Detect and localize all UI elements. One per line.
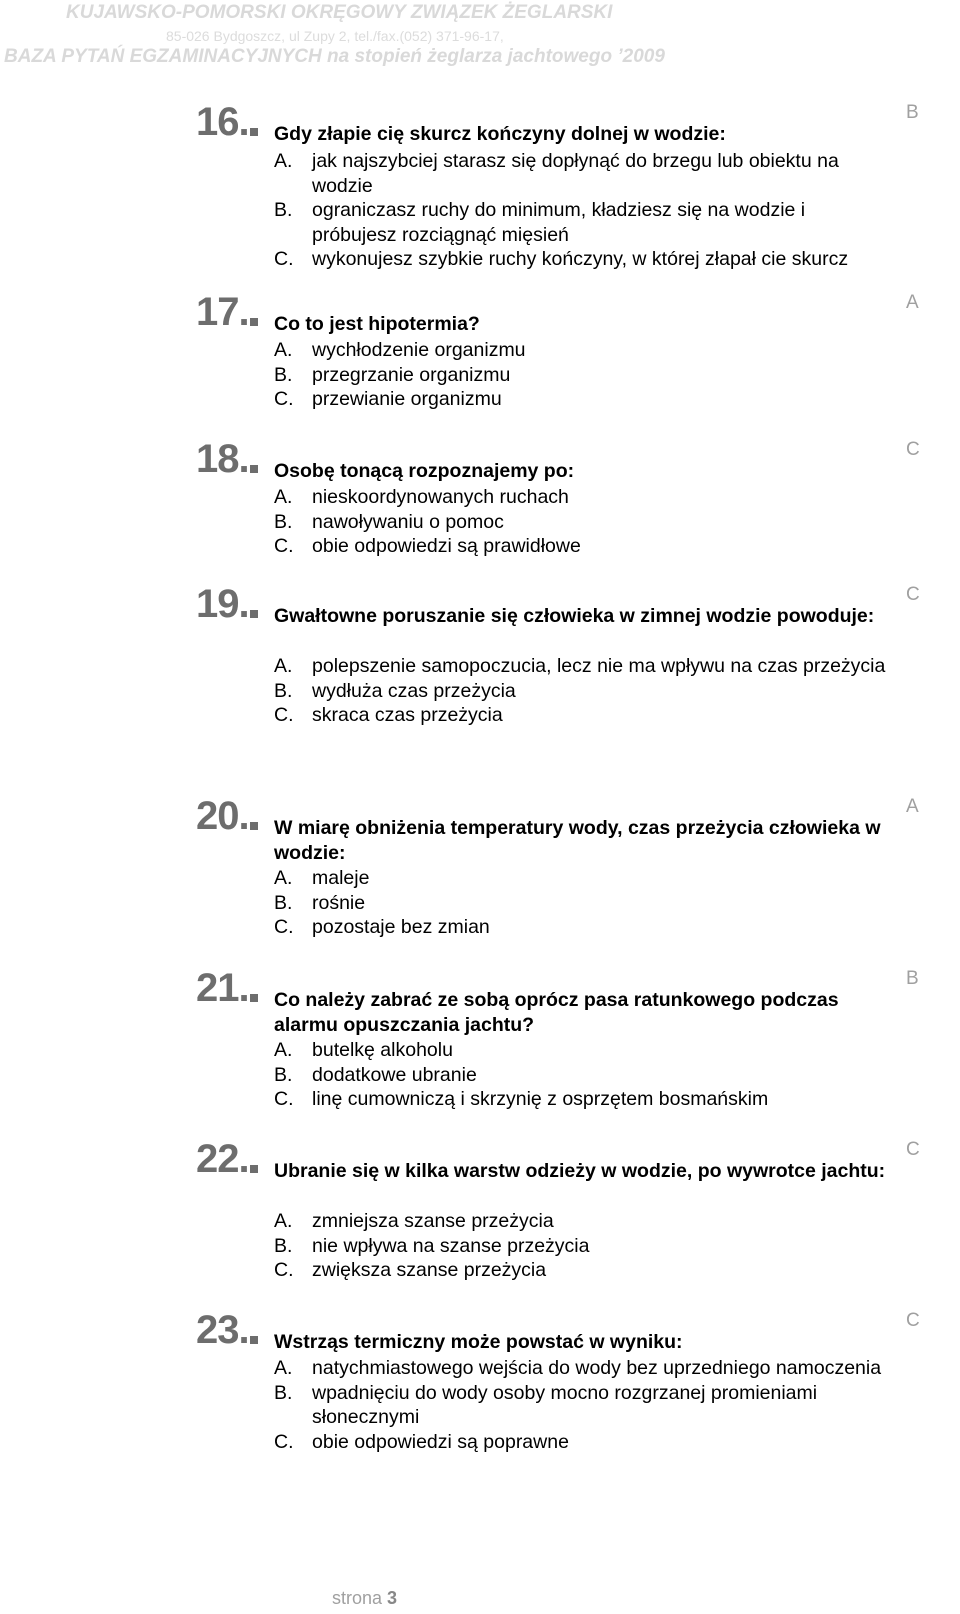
option-b (274, 1381, 894, 1430)
options-list (274, 866, 894, 940)
option-c (274, 387, 894, 412)
option-a (274, 1356, 894, 1381)
option-text: zmniejsza szanse przeżycia (312, 1210, 554, 1232)
option-text: natychmiastowego wejścia do wody bez uprzedniego namoczenia (312, 1357, 882, 1379)
option-letter: B. (274, 1063, 293, 1086)
page-number: 3 (387, 1588, 398, 1608)
option-text: skraca czas przeżycia (312, 704, 503, 726)
question-number: 17. (196, 290, 249, 334)
option-text: nieskoordynowanych ruchach (312, 486, 569, 508)
question-number: 22. (196, 1137, 249, 1181)
option-letter: C. (274, 535, 294, 557)
option-c (274, 534, 894, 559)
option-letter: B. (274, 891, 293, 914)
number-bullet (250, 1165, 258, 1173)
option-b (274, 1063, 894, 1088)
option-text: wykonujesz szybkie ruchy kończyny, w której złapał cie skurcz (312, 248, 849, 270)
option-letter: B. (274, 363, 293, 386)
number-bullet (250, 318, 258, 326)
option-b (274, 198, 894, 247)
option-b (274, 679, 894, 704)
option-letter: A. (274, 655, 293, 677)
option-text: obie odpowiedzi są prawidłowe (312, 535, 581, 557)
option-a (274, 866, 894, 891)
option-text: maleje (312, 867, 370, 889)
option-letter: A. (274, 339, 293, 361)
option-b (274, 510, 894, 535)
option-letter: A. (274, 867, 293, 889)
option-b (274, 1234, 894, 1259)
option-c (274, 1430, 894, 1455)
question-text: Gdy złapie cię skurcz kończyny dolnej w wodzie: (274, 123, 726, 145)
option-letter: A. (274, 1039, 293, 1061)
option-text: przegrzanie organizmu (312, 363, 511, 386)
question-text: Co to jest hipotermia? (274, 313, 480, 335)
option-text: rośnie (312, 891, 366, 914)
answer-key: C (906, 584, 920, 605)
option-letter: C. (274, 1430, 294, 1453)
option-letter: C. (274, 248, 294, 270)
option-c (274, 1087, 894, 1112)
option-letter: B. (274, 510, 293, 533)
option-letter: C. (274, 1088, 294, 1110)
question-number: 18. (196, 437, 249, 481)
option-text: polepszenie samopoczucia, lecz nie ma wpływu na czas przeżycia (312, 655, 886, 677)
option-a (274, 338, 894, 363)
question-number: 21. (196, 966, 249, 1010)
number-bullet (250, 465, 258, 473)
question-text: Wstrząs termiczny może powstać w wyniku: (274, 1331, 683, 1353)
answer-key: B (906, 102, 919, 123)
option-c (274, 247, 894, 272)
option-a (274, 654, 894, 679)
option-letter: C. (274, 916, 294, 938)
number-bullet (250, 128, 258, 136)
question-number: 20. (196, 794, 249, 838)
question-text: Ubranie się w kilka warstw odzieży w wodzie, po wywrotce jachtu: (274, 1160, 886, 1182)
answer-key: A (906, 796, 919, 817)
option-text: wydłuża czas przeżycia (312, 679, 516, 702)
option-a (274, 149, 894, 198)
options-list (274, 485, 894, 559)
answer-key: C (906, 439, 920, 460)
option-text: butelkę alkoholu (312, 1039, 453, 1061)
option-text: pozostaje bez zmian (312, 916, 490, 938)
number-bullet (250, 994, 258, 1002)
options-list (274, 654, 894, 728)
option-text: linę cumowniczą i skrzynię z osprzętem bosmańskim (312, 1088, 769, 1110)
answer-key: C (906, 1139, 920, 1160)
question-text: Gwałtowne poruszanie się człowieka w zimnej wodzie powoduje: (274, 605, 875, 627)
option-text: jak najszybciej starasz się dopłynąć do brzegu lub obiektu na wodzie (312, 150, 839, 197)
option-b (274, 363, 894, 388)
answer-key: A (906, 292, 919, 313)
option-b (274, 891, 894, 916)
option-letter: A. (274, 486, 293, 508)
option-letter: C. (274, 388, 294, 410)
options-list (274, 338, 894, 412)
question-number: 19. (196, 582, 249, 626)
option-c (274, 915, 894, 940)
page-footer (332, 1588, 397, 1609)
option-letter: C. (274, 1259, 294, 1281)
question-number: 16. (196, 100, 249, 144)
footer-label: strona (332, 1588, 383, 1608)
header-address: 85-026 Bydgoszcz, ul Zupy 2, tel./fax.(052) 371-96-17, (166, 28, 504, 44)
option-c (274, 703, 894, 728)
option-letter: A. (274, 150, 293, 172)
option-letter: B. (274, 679, 293, 702)
options-list (274, 149, 894, 272)
option-a (274, 1209, 894, 1234)
answer-key: B (906, 968, 919, 989)
option-text: wychłodzenie organizmu (312, 339, 526, 361)
option-letter: B. (274, 199, 293, 221)
option-letter: A. (274, 1210, 293, 1232)
header-question-bank-title: BAZA PYTAŃ EGZAMINACYJNYCH na stopień żeglarza jachtowego ’2009 (4, 46, 665, 67)
option-text: obie odpowiedzi są poprawne (312, 1430, 569, 1453)
option-a (274, 1038, 894, 1063)
options-list (274, 1356, 894, 1454)
option-text: dodatkowe ubranie (312, 1063, 477, 1086)
option-text: nie wpływa na szanse przeżycia (312, 1234, 590, 1257)
option-text: wpadnięciu do wody osoby mocno rozgrzanej promieniami słonecznymi (312, 1381, 818, 1428)
option-letter: B. (274, 1234, 293, 1257)
question-text: Osobę tonącą rozpoznajemy po: (274, 460, 575, 482)
option-text: zwiększa szanse przeżycia (312, 1259, 547, 1281)
option-letter: C. (274, 704, 294, 726)
option-text: nawoływaniu o pomoc (312, 510, 504, 533)
options-list (274, 1038, 894, 1112)
answer-key: C (906, 1310, 920, 1331)
option-text: przewianie organizmu (312, 388, 502, 410)
number-bullet (250, 822, 258, 830)
question-number: 23. (196, 1308, 249, 1352)
question-text: Co należy zabrać ze sobą oprócz pasa ratunkowego podczas alarmu opuszczania jachtu? (274, 989, 839, 1036)
question-text: W miarę obniżenia temperatury wody, czas przeżycia człowieka w wodzie: (274, 817, 881, 864)
options-list (274, 1209, 894, 1283)
option-letter: A. (274, 1357, 293, 1379)
number-bullet (250, 1336, 258, 1344)
number-bullet (250, 610, 258, 618)
option-a (274, 485, 894, 510)
option-c (274, 1258, 894, 1283)
option-letter: B. (274, 1381, 293, 1404)
option-text: ograniczasz ruchy do minimum, kładziesz się na wodzie i próbujesz rozciągnąć mięsień (312, 199, 806, 246)
header-organization: KUJAWSKO-POMORSKI OKRĘGOWY ZWIĄZEK ŻEGLARSKI (66, 2, 613, 23)
